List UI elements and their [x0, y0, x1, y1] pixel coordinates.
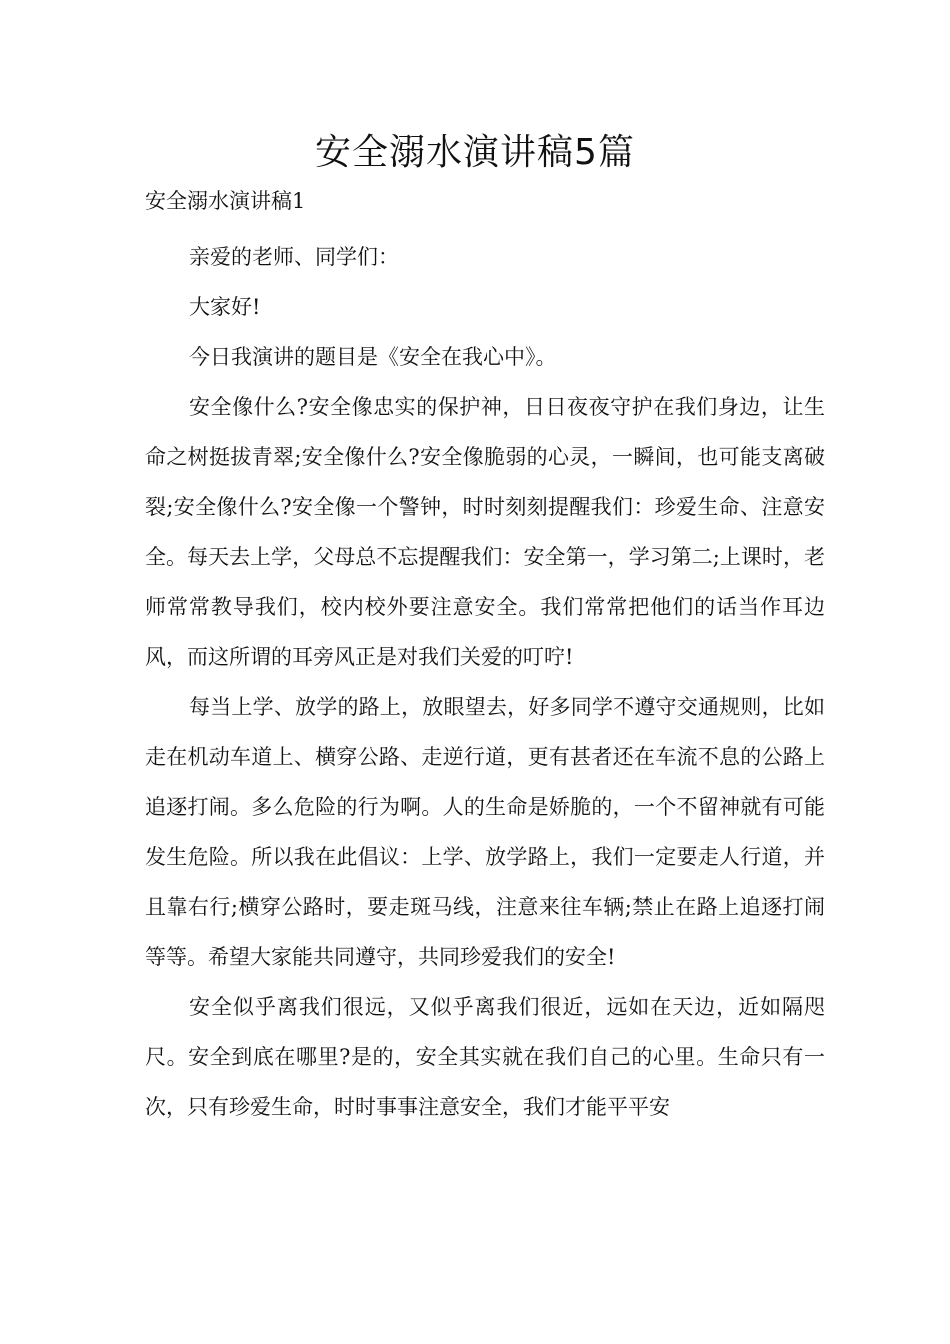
- paragraph-hello: 大家好!: [189, 295, 261, 319]
- paragraph-safety-in-heart: 安全似乎离我们很远，又似乎离我们很近，远如在天边，近如隔咫尺。安全到底在哪里?是的，安全其实就在我们自己的心里。生命只有一次，只有珍爱生命，时时事事注意安全，我们才能平平安: [145, 995, 825, 1119]
- document-subtitle: 安全溺水演讲稿1: [145, 189, 306, 213]
- paragraph-topic: 今日我演讲的题目是《安全在我心中》。: [189, 345, 557, 369]
- paragraph-traffic-rules: 每当上学、放学的路上，放眼望去，好多同学不遵守交通规则，比如走在机动车道上、横穿公路、走逆行道，更有甚者还在车流不息的公路上追逐打闹。多么危险的行为啊。人的生命是娇脆的，一个不留神就有可能发生危险。所以我在此倡议：上学、放学路上，我们一定要走人行道，并且靠右行;横穿公路时，要走斑马线，注意来往车辆;禁止在路上追逐打闹等等。希望大家能共同遵守，共同珍爱我们的安全!: [145, 695, 825, 969]
- paragraph-what-is-safety: 安全像什么?安全像忠实的保护神，日日夜夜守护在我们身边，让生命之树挺拔青翠;安全像什么?安全像脆弱的心灵，一瞬间，也可能支离破裂;安全像什么?安全像一个警钟，时时刻刻提醒我们：珍爱生命、注意安全。每天去上学，父母总不忘提醒我们：安全第一，学习第二;上课时，老师常常教导我们，校内校外要注意安全。我们常常把他们的话当作耳边风，而这所谓的耳旁风正是对我们关爱的叮咛!: [145, 395, 825, 669]
- document-title: 安全溺水演讲稿5篇: [315, 132, 635, 173]
- paragraph-greeting: 亲爱的老师、同学们：: [189, 245, 399, 269]
- document-body: [145, 232, 825, 1132]
